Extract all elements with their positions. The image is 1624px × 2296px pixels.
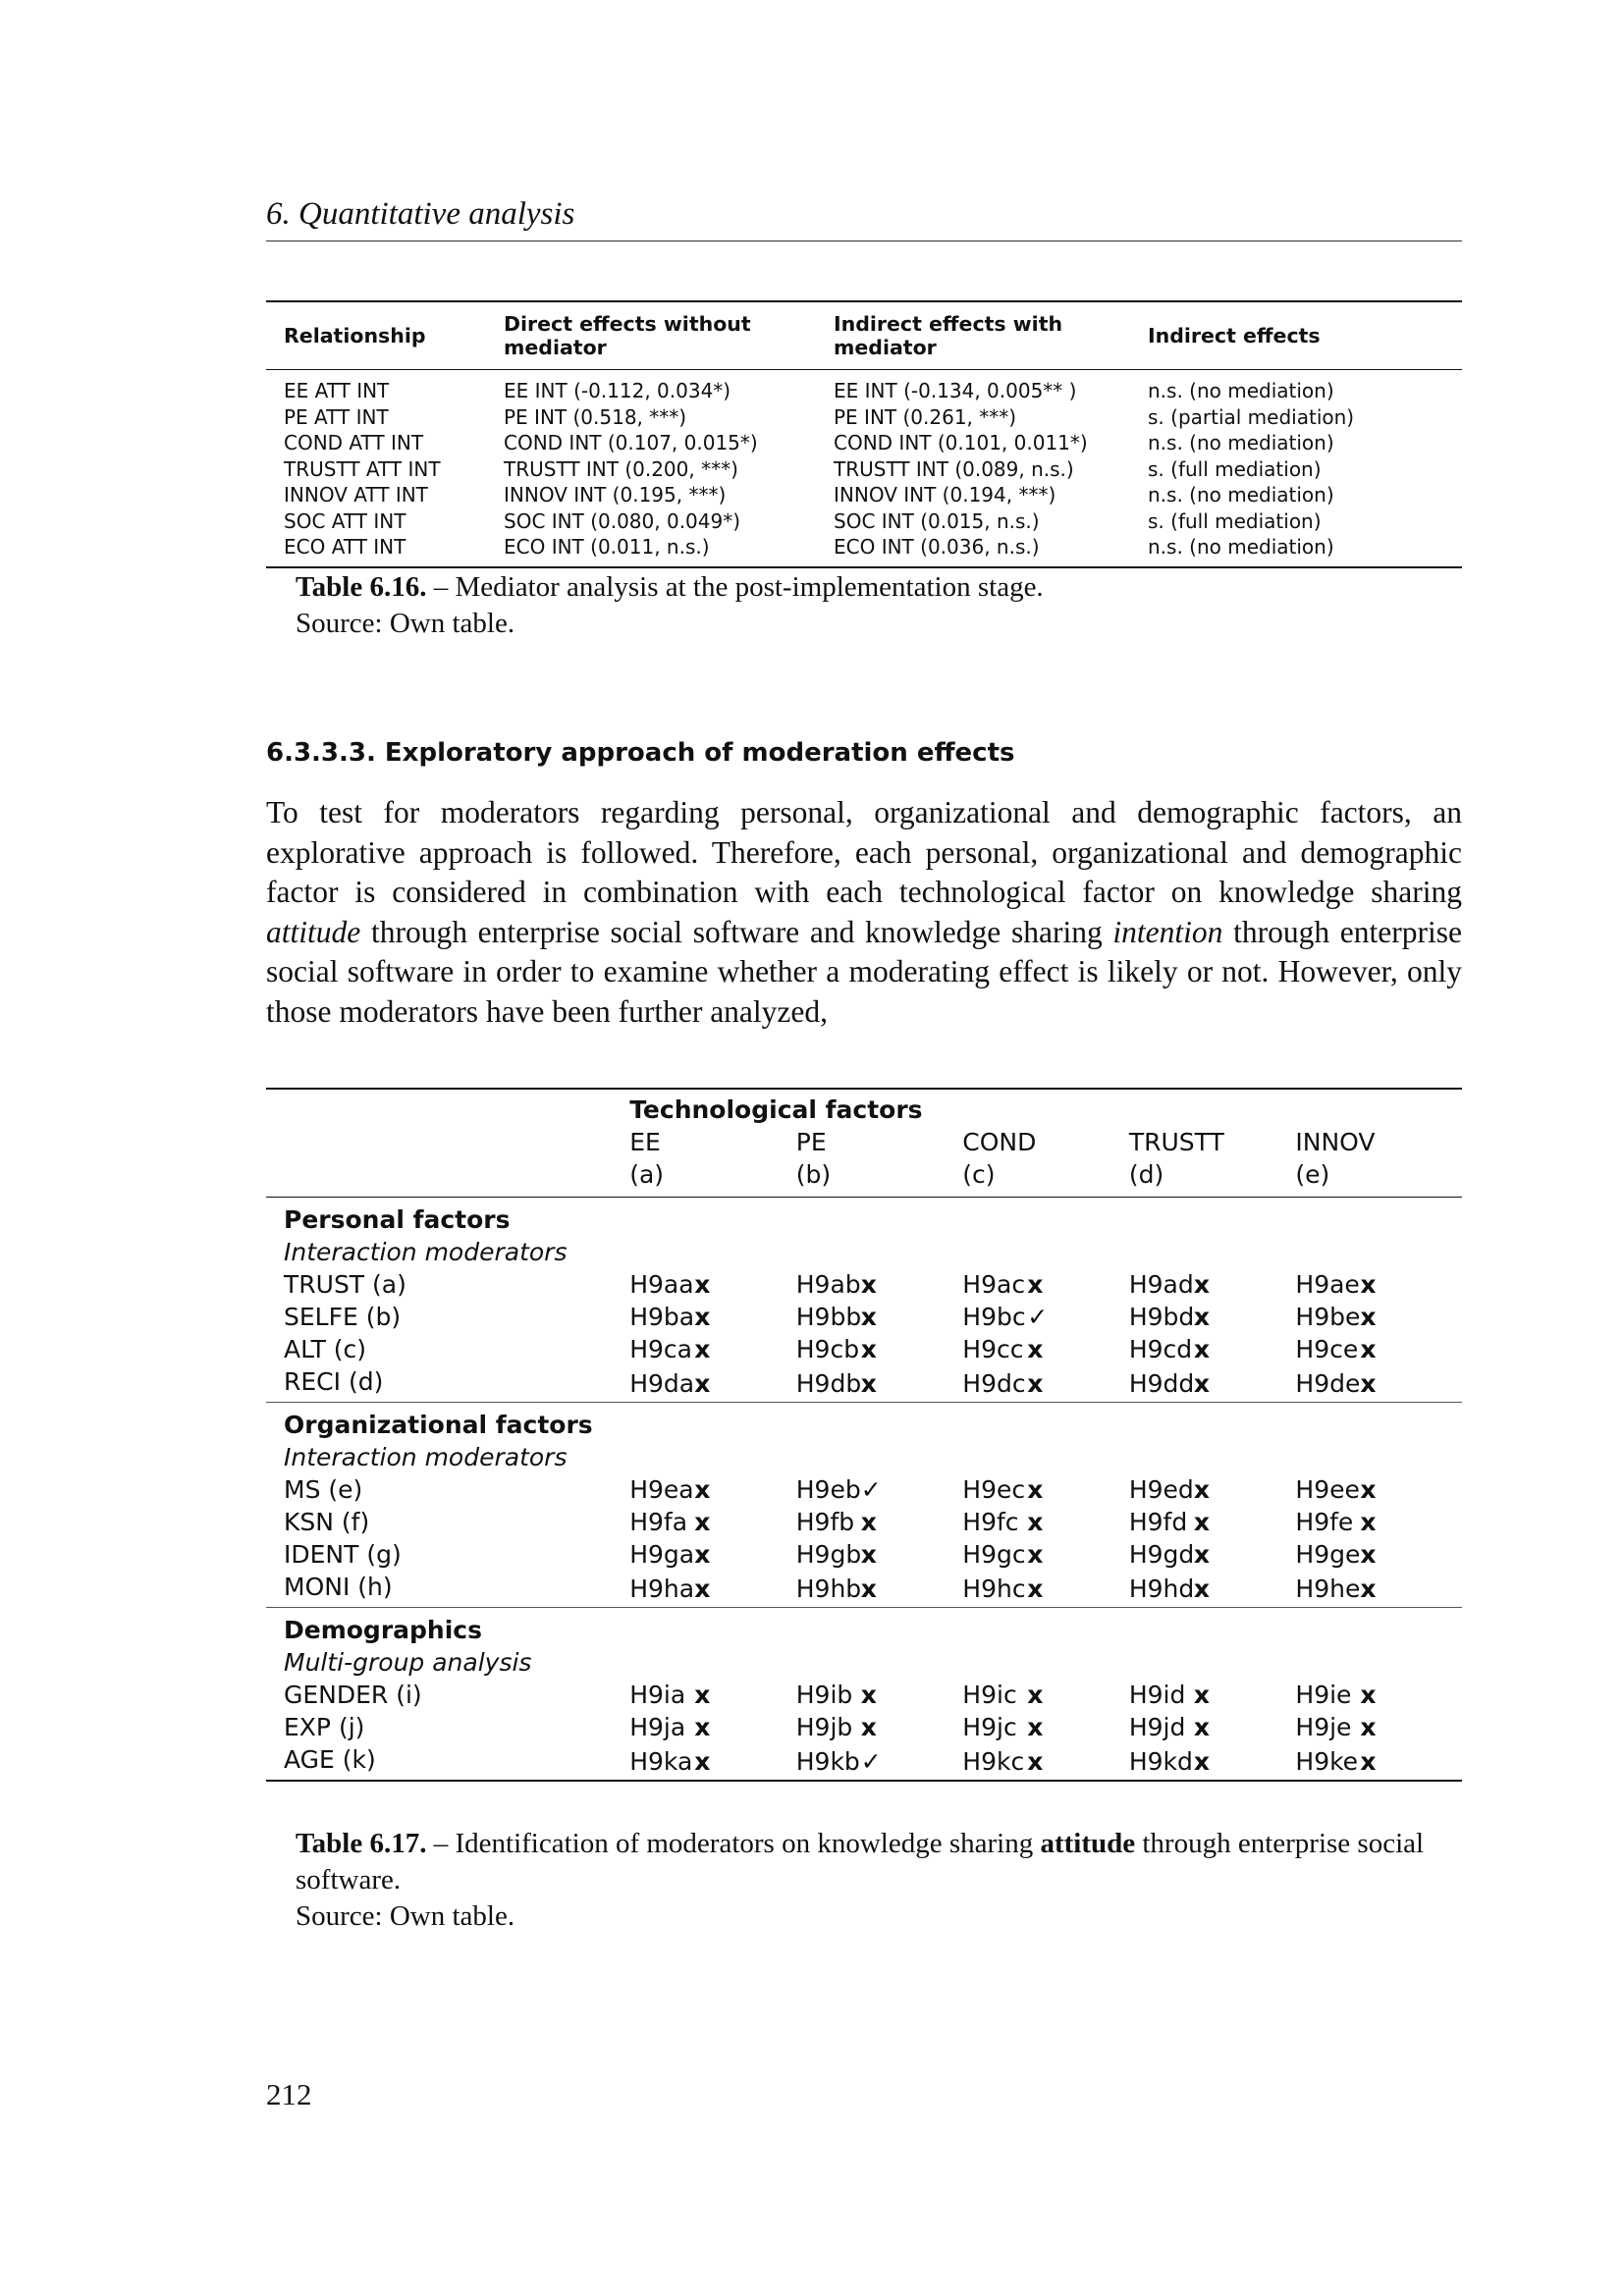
table-row xyxy=(266,1268,1462,1301)
table-row xyxy=(266,1473,1462,1506)
caption-label: Table 6.17. xyxy=(296,1828,427,1859)
hypothesis-code: H9dc xyxy=(962,1369,1026,1398)
hypothesis-code: H9de xyxy=(1295,1369,1361,1398)
hypothesis-code: H9he xyxy=(1295,1575,1361,1603)
hypothesis-code: H9fb xyxy=(795,1508,855,1536)
group-title: Organizational factors xyxy=(284,1411,593,1439)
hypothesis-code: H9jb xyxy=(795,1713,853,1741)
moderator-label: IDENT (g) xyxy=(284,1540,402,1569)
table-row xyxy=(266,1711,1462,1743)
table-row xyxy=(266,1506,1462,1538)
header-indirect-effects: Indirect effects xyxy=(1130,301,1462,370)
hypothesis-cell xyxy=(796,1506,963,1538)
hypothesis-code: H9gd xyxy=(1128,1540,1195,1569)
not-supported-icon: x xyxy=(1193,1508,1210,1536)
mediator-cell: n.s. (no mediation) xyxy=(1130,534,1462,567)
caption-text: – Mediator analysis at the post-implementation stage. xyxy=(426,571,1044,603)
moderator-label: SELFE (b) xyxy=(284,1303,402,1331)
not-supported-icon: x xyxy=(694,1369,711,1398)
column-name: COND xyxy=(962,1128,1037,1156)
not-supported-icon: x xyxy=(1360,1369,1377,1398)
mediator-cell: SOC INT (0.080, 0.049*) xyxy=(504,508,741,533)
column-letter: (b) xyxy=(796,1158,963,1198)
mediator-cell: TRUSTT INT (0.200, ***) xyxy=(504,456,738,481)
not-supported-icon: x xyxy=(860,1369,877,1398)
table-row xyxy=(266,1538,1462,1571)
not-supported-icon: x xyxy=(1027,1575,1044,1603)
not-supported-icon: x xyxy=(1193,1303,1210,1331)
header-relationship: Relationship xyxy=(266,301,486,370)
hypothesis-code: H9ba xyxy=(629,1303,695,1331)
not-supported-icon: x xyxy=(694,1575,711,1603)
hypothesis-cell xyxy=(962,1506,1129,1538)
hypothesis-cell xyxy=(1129,1365,1296,1403)
hypothesis-cell xyxy=(962,1365,1129,1403)
hypothesis-cell xyxy=(629,1571,796,1608)
moderator-label: AGE (k) xyxy=(266,1743,629,1781)
tech-header-row xyxy=(266,1089,1462,1126)
hypothesis-cell xyxy=(796,1268,963,1301)
caption-text-2: through enterprise social software. xyxy=(296,1828,1425,1896)
not-supported-icon: x xyxy=(860,1303,877,1331)
group-subtitle: Multi-group analysis xyxy=(284,1648,532,1677)
tech-factors-header: Technological factors xyxy=(629,1089,1462,1126)
hypothesis-code: H9ca xyxy=(629,1335,692,1363)
hypothesis-cell xyxy=(1129,1333,1296,1365)
hypothesis-code: H9bd xyxy=(1128,1303,1195,1331)
hypothesis-cell xyxy=(629,1743,796,1781)
hypothesis-code: H9cd xyxy=(1128,1335,1193,1363)
hypothesis-cell xyxy=(962,1743,1129,1781)
table-616-caption xyxy=(296,569,1464,642)
not-supported-icon: x xyxy=(1193,1335,1210,1363)
moderator-label: TRUST (a) xyxy=(284,1270,406,1299)
hypothesis-cell xyxy=(796,1473,963,1506)
not-supported-icon: x xyxy=(1360,1575,1377,1603)
hypothesis-code: H9bc xyxy=(962,1303,1026,1331)
hypothesis-code: H9ie xyxy=(1295,1681,1352,1709)
hypothesis-code: H9kc xyxy=(962,1747,1025,1776)
hypothesis-cell xyxy=(1129,1743,1296,1781)
hypothesis-code: H9ee xyxy=(1295,1475,1360,1504)
mediator-cell: n.s. (no mediation) xyxy=(1148,483,1334,507)
not-supported-icon: x xyxy=(860,1540,877,1569)
not-supported-icon: x xyxy=(694,1681,711,1709)
table-row xyxy=(266,1679,1462,1711)
not-supported-icon: x xyxy=(1360,1303,1377,1331)
hypothesis-cell xyxy=(629,1333,796,1365)
mediator-cell: n.s. (no mediation) xyxy=(1148,431,1334,455)
hypothesis-cell xyxy=(629,1711,796,1743)
caption-bold: attitude xyxy=(1040,1828,1136,1859)
hypothesis-cell xyxy=(1295,1743,1462,1781)
mediator-cell: TRUSTT ATT INT xyxy=(284,456,441,481)
not-supported-icon: x xyxy=(1193,1713,1210,1741)
hypothesis-cell xyxy=(962,1473,1129,1506)
not-supported-icon: x xyxy=(694,1335,711,1363)
hypothesis-code: H9ec xyxy=(962,1475,1026,1504)
hypothesis-code: H9ed xyxy=(1128,1475,1194,1504)
not-supported-icon: x xyxy=(1193,1369,1210,1398)
mediator-table xyxy=(266,300,1462,568)
mediator-row xyxy=(266,456,1462,483)
not-supported-icon: x xyxy=(1193,1681,1210,1709)
hypothesis-cell xyxy=(1295,1506,1462,1538)
hypothesis-cell xyxy=(796,1365,963,1403)
hypothesis-code: H9ke xyxy=(1295,1747,1359,1776)
hypothesis-code: H9ia xyxy=(629,1681,686,1709)
para-em-attitude: attitude xyxy=(266,914,361,949)
table-row xyxy=(266,1743,1462,1781)
group-subtitle: Interaction moderators xyxy=(284,1443,568,1471)
mediator-cell: INNOV INT (0.194, ***) xyxy=(834,483,1056,507)
not-supported-icon: x xyxy=(1027,1270,1044,1299)
group-title-row xyxy=(266,1608,1462,1647)
hypothesis-cell xyxy=(962,1571,1129,1608)
hypothesis-cell xyxy=(1129,1571,1296,1608)
caption-source: Source: Own table. xyxy=(296,608,515,639)
mediator-cell: EE INT (-0.134, 0.005** ) xyxy=(834,379,1077,403)
column-names-row xyxy=(266,1126,1462,1158)
hypothesis-cell xyxy=(629,1538,796,1571)
not-supported-icon: x xyxy=(1027,1747,1044,1776)
not-supported-icon: x xyxy=(1027,1713,1044,1741)
column-name: EE xyxy=(629,1128,661,1156)
table-row xyxy=(266,1333,1462,1365)
group-subtitle-row xyxy=(266,1236,1462,1268)
para-em-intention: intention xyxy=(1112,914,1223,949)
group-title: Personal factors xyxy=(284,1205,511,1234)
hypothesis-cell xyxy=(1129,1301,1296,1333)
mediator-row xyxy=(266,534,1462,567)
not-supported-icon: x xyxy=(1360,1540,1377,1569)
hypothesis-code: H9gb xyxy=(795,1540,862,1569)
hypothesis-cell xyxy=(796,1679,963,1711)
hypothesis-cell xyxy=(962,1538,1129,1571)
hypothesis-code: H9bb xyxy=(795,1303,862,1331)
not-supported-icon: x xyxy=(694,1747,711,1776)
mediator-cell: ECO ATT INT xyxy=(266,534,486,567)
hypothesis-cell xyxy=(962,1679,1129,1711)
hypothesis-cell xyxy=(796,1711,963,1743)
hypothesis-cell xyxy=(1129,1506,1296,1538)
hypothesis-cell xyxy=(1295,1679,1462,1711)
hypothesis-code: H9kd xyxy=(1128,1747,1193,1776)
hypothesis-code: H9ac xyxy=(962,1270,1026,1299)
mediator-row xyxy=(266,430,1462,456)
mediator-cell: s. (partial mediation) xyxy=(1148,404,1355,429)
hypothesis-cell xyxy=(1129,1679,1296,1711)
mediator-cell: INNOV INT (0.195, ***) xyxy=(504,483,727,507)
column-letter: (a) xyxy=(629,1158,796,1198)
hypothesis-cell xyxy=(629,1301,796,1333)
para-text-1: To test for moderators regarding personal, organizational and demographic factors, an explorative approach is followed. Therefore, each personal, organizational and demographic factor is considered in combination with each technological factor on knowledge sharing xyxy=(266,795,1462,909)
hypothesis-code: H9eb xyxy=(795,1475,861,1504)
hypothesis-code: H9fa xyxy=(629,1508,688,1536)
column-letters-row xyxy=(266,1158,1462,1198)
caption-label: Table 6.16. xyxy=(296,571,427,603)
not-supported-icon: x xyxy=(1360,1508,1377,1536)
mediator-cell: COND INT (0.101, 0.011*) xyxy=(834,431,1088,455)
group-subtitle-row xyxy=(266,1441,1462,1473)
hypothesis-code: H9dd xyxy=(1128,1369,1195,1398)
column-name: INNOV xyxy=(1295,1128,1376,1156)
column-letter: (d) xyxy=(1129,1158,1296,1198)
hypothesis-code: H9je xyxy=(1295,1713,1352,1741)
hypothesis-code: H9ib xyxy=(795,1681,853,1709)
mediator-row xyxy=(266,404,1462,431)
not-supported-icon: x xyxy=(1193,1575,1210,1603)
mediator-cell: n.s. (no mediation) xyxy=(1148,379,1334,403)
hypothesis-cell xyxy=(1295,1333,1462,1365)
group-title: Demographics xyxy=(284,1616,482,1644)
table-row xyxy=(266,1301,1462,1333)
not-supported-icon: x xyxy=(694,1270,711,1299)
hypothesis-cell xyxy=(629,1365,796,1403)
mediator-cell: SOC ATT INT xyxy=(284,508,406,533)
para-text-2: through enterprise social software and knowledge sharing xyxy=(360,914,1113,949)
header-indirect-with-mediator: Indirect effects with mediator xyxy=(816,301,1130,370)
table-row xyxy=(266,1365,1462,1403)
not-supported-icon: x xyxy=(860,1270,877,1299)
moderator-label: ALT (c) xyxy=(284,1335,367,1363)
group-subtitle-row xyxy=(266,1646,1462,1679)
not-supported-icon: x xyxy=(1193,1270,1210,1299)
hypothesis-cell xyxy=(1295,1711,1462,1743)
running-head: 6. Quantitative analysis xyxy=(266,196,1462,241)
hypothesis-code: H9ga xyxy=(629,1540,695,1569)
not-supported-icon: x xyxy=(1027,1508,1044,1536)
mediator-cell: TRUSTT INT (0.089, n.s.) xyxy=(834,456,1074,481)
column-letter: (c) xyxy=(962,1158,1129,1198)
not-supported-icon: x xyxy=(1360,1713,1377,1741)
not-supported-icon: x xyxy=(1193,1747,1210,1776)
not-supported-icon: x xyxy=(1360,1747,1377,1776)
mediator-cell: PE INT (0.518, ***) xyxy=(504,404,687,429)
hypothesis-code: H9ab xyxy=(795,1270,861,1299)
not-supported-icon: x xyxy=(1027,1540,1044,1569)
not-supported-icon: x xyxy=(1360,1335,1377,1363)
hypothesis-cell xyxy=(1129,1711,1296,1743)
hypothesis-code: H9db xyxy=(795,1369,862,1398)
hypothesis-code: H9fd xyxy=(1128,1508,1188,1536)
hypothesis-code: H9kb xyxy=(795,1747,860,1776)
moderator-label: MS (e) xyxy=(284,1475,363,1504)
mediator-cell: ECO INT (0.011, n.s.) xyxy=(486,534,816,567)
hypothesis-code: H9hc xyxy=(962,1575,1026,1603)
hypothesis-cell xyxy=(962,1333,1129,1365)
hypothesis-cell xyxy=(629,1268,796,1301)
not-supported-icon: x xyxy=(694,1540,711,1569)
caption-source: Source: Own table. xyxy=(296,1900,515,1932)
hypothesis-cell xyxy=(962,1711,1129,1743)
hypothesis-code: H9jd xyxy=(1128,1713,1186,1741)
not-supported-icon: x xyxy=(860,1508,877,1536)
hypothesis-cell xyxy=(796,1538,963,1571)
not-supported-icon: x xyxy=(1027,1681,1044,1709)
header-direct-effects: Direct effects without mediator xyxy=(486,301,816,370)
mediator-cell: COND INT (0.107, 0.015*) xyxy=(504,431,758,455)
hypothesis-cell xyxy=(1129,1538,1296,1571)
hypothesis-cell xyxy=(629,1473,796,1506)
supported-check-icon: ✓ xyxy=(860,1475,882,1504)
hypothesis-code: H9ja xyxy=(629,1713,686,1741)
hypothesis-code: H9ea xyxy=(629,1475,694,1504)
mediator-table-header xyxy=(266,301,1462,370)
mediator-cell: EE ATT INT xyxy=(284,379,390,403)
group-subtitle: Interaction moderators xyxy=(284,1238,568,1266)
body-paragraph xyxy=(266,793,1462,1032)
moderator-label: KSN (f) xyxy=(284,1508,370,1536)
not-supported-icon: x xyxy=(860,1713,877,1741)
hypothesis-cell xyxy=(629,1679,796,1711)
mediator-row xyxy=(266,508,1462,535)
mediator-cell: s. (full mediation) xyxy=(1148,456,1322,481)
moderator-label: EXP (j) xyxy=(284,1713,365,1741)
hypothesis-cell xyxy=(796,1333,963,1365)
hypothesis-cell xyxy=(962,1268,1129,1301)
mediator-row xyxy=(266,370,1462,404)
hypothesis-code: H9ha xyxy=(629,1575,695,1603)
not-supported-icon: x xyxy=(694,1303,711,1331)
hypothesis-code: H9cb xyxy=(795,1335,860,1363)
column-name: PE xyxy=(795,1128,827,1156)
mediator-cell: INNOV ATT INT xyxy=(284,483,428,507)
hypothesis-cell xyxy=(629,1506,796,1538)
moderator-label: RECI (d) xyxy=(266,1365,629,1403)
hypothesis-code: H9fe xyxy=(1295,1508,1354,1536)
hypothesis-code: H9ge xyxy=(1295,1540,1361,1569)
not-supported-icon: x xyxy=(694,1508,711,1536)
mediator-row xyxy=(266,482,1462,508)
hypothesis-cell xyxy=(1295,1365,1462,1403)
hypothesis-code: H9da xyxy=(629,1369,695,1398)
hypothesis-code: H9fc xyxy=(962,1508,1019,1536)
hypothesis-cell xyxy=(1295,1473,1462,1506)
not-supported-icon: x xyxy=(1027,1475,1044,1504)
not-supported-icon: x xyxy=(694,1475,711,1504)
hypothesis-code: H9ka xyxy=(629,1747,693,1776)
mediator-cell: SOC INT (0.015, n.s.) xyxy=(834,508,1040,533)
supported-check-icon: ✓ xyxy=(860,1747,882,1776)
section-heading: 6.3.3.3. Exploratory approach of moderation effects xyxy=(266,738,1015,768)
hypothesis-cell xyxy=(962,1301,1129,1333)
not-supported-icon: x xyxy=(1360,1475,1377,1504)
hypothesis-code: H9ae xyxy=(1295,1270,1360,1299)
not-supported-icon: x xyxy=(1193,1540,1210,1569)
mediator-cell: COND ATT INT xyxy=(284,431,424,455)
hypothesis-code: H9ic xyxy=(962,1681,1017,1709)
page-number: 212 xyxy=(266,2077,312,2111)
column-name: TRUSTT xyxy=(1128,1128,1224,1156)
mediator-cell: EE INT (-0.112, 0.034*) xyxy=(504,379,731,403)
hypothesis-code: H9jc xyxy=(962,1713,1017,1741)
not-supported-icon: x xyxy=(1027,1335,1044,1363)
mediator-cell: ECO INT (0.036, n.s.) xyxy=(816,534,1130,567)
hypothesis-cell xyxy=(796,1301,963,1333)
hypothesis-code: H9gc xyxy=(962,1540,1026,1569)
mediator-cell: s. (full mediation) xyxy=(1148,508,1322,533)
hypothesis-code: H9hb xyxy=(795,1575,862,1603)
hypothesis-code: H9be xyxy=(1295,1303,1361,1331)
hypothesis-code: H9aa xyxy=(629,1270,694,1299)
not-supported-icon: x xyxy=(1360,1270,1377,1299)
table-row xyxy=(266,1571,1462,1608)
not-supported-icon: x xyxy=(694,1713,711,1741)
not-supported-icon: x xyxy=(860,1335,877,1363)
not-supported-icon: x xyxy=(860,1575,877,1603)
not-supported-icon: x xyxy=(1027,1369,1044,1398)
mediator-cell: PE ATT INT xyxy=(284,404,389,429)
para-text-3: through enterprise social software in order to examine whether a moderating effect is likely or not. However, only those moderators have been further analyzed, xyxy=(266,914,1462,1029)
hypothesis-cell xyxy=(1295,1538,1462,1571)
supported-check-icon: ✓ xyxy=(1027,1303,1049,1331)
hypothesis-cell xyxy=(1295,1268,1462,1301)
hypothesis-code: H9ad xyxy=(1128,1270,1194,1299)
hypothesis-cell xyxy=(796,1571,963,1608)
group-title-row xyxy=(266,1198,1462,1237)
hypothesis-cell xyxy=(796,1743,963,1781)
moderator-label: GENDER (i) xyxy=(284,1681,422,1709)
group-title-row xyxy=(266,1403,1462,1442)
mediator-cell: PE INT (0.261, ***) xyxy=(834,404,1017,429)
hypothesis-cell xyxy=(1295,1301,1462,1333)
not-supported-icon: x xyxy=(1360,1681,1377,1709)
table-617-caption xyxy=(296,1826,1464,1935)
moderator-label: MONI (h) xyxy=(266,1571,629,1608)
caption-text: – Identification of moderators on knowledge sharing xyxy=(426,1828,1041,1859)
hypothesis-code: H9cc xyxy=(962,1335,1024,1363)
hypothesis-cell xyxy=(1129,1473,1296,1506)
not-supported-icon: x xyxy=(1193,1475,1210,1504)
not-supported-icon: x xyxy=(860,1681,877,1709)
column-letter: (e) xyxy=(1295,1158,1462,1198)
hypothesis-cell xyxy=(1295,1571,1462,1608)
hypothesis-cell xyxy=(1129,1268,1296,1301)
hypothesis-code: H9ce xyxy=(1295,1335,1359,1363)
hypothesis-code: H9id xyxy=(1128,1681,1186,1709)
hypothesis-code: H9hd xyxy=(1128,1575,1195,1603)
moderator-table xyxy=(266,1088,1462,1782)
